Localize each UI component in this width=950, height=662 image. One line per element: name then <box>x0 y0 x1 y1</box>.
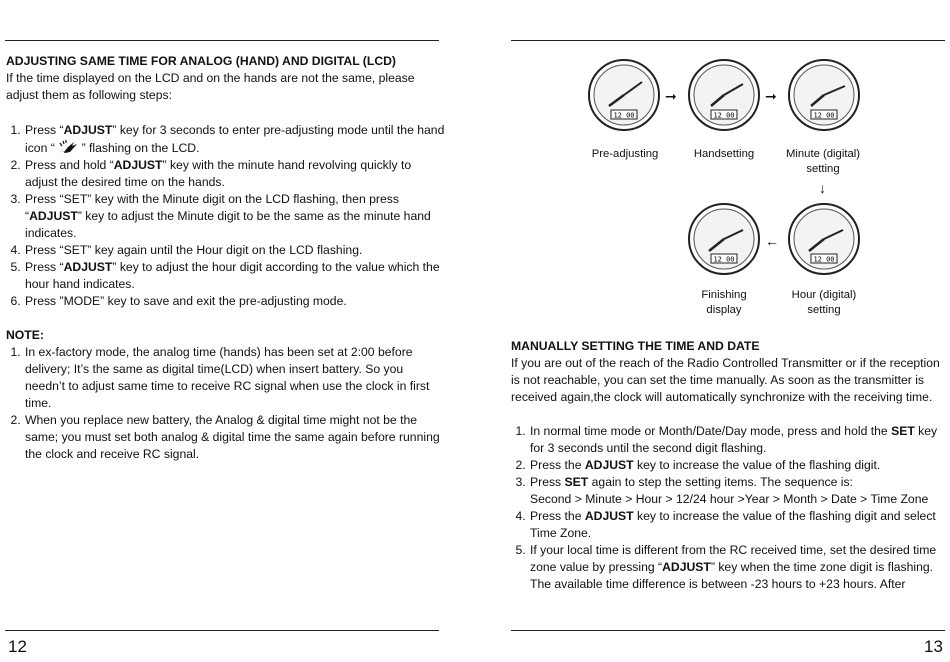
arrow-right-icon: ➞ <box>665 88 677 104</box>
arrow-right-icon: ➞ <box>765 88 777 104</box>
clock-finishing-display <box>687 202 761 276</box>
list-item: 1. In ex-factory mode, the analog time (hands) has been set at 2:00 before delivery; It’s the same as digital time(LCD) when insert battery. So you needn’t to adjust same time to receive RC signal when use the clock in first time. <box>24 344 446 412</box>
intro-paragraph: If you are out of the reach of the Radio Controlled Transmitter or if the reception is not reachable, you can set the time manually. As soon as the transmitter is received again,the clock will automatically synchronize with the receiving time. <box>511 356 940 404</box>
list-item: 6. Press ”MODE” key to save and exit the pre-adjusting mode. <box>24 293 446 310</box>
page-number: 12 <box>8 637 27 656</box>
steps-list <box>511 423 947 593</box>
top-rule <box>5 40 439 41</box>
list-item: 3. Press SET again to step the setting items. The sequence is: Second > Minute > Hour > 12/24 hour >Year > Month > Date > Time Zone <box>529 474 947 508</box>
section-heading: MANUALLY SETTING THE TIME AND DATE <box>511 339 760 353</box>
caption-handsetting: Handsetting <box>693 148 755 160</box>
intro-paragraph: If the time displayed on the LCD and on the hands are not the same, please adjust them as following steps: <box>6 71 415 102</box>
lcd-readout: 12 00 <box>713 255 735 264</box>
left-content <box>6 53 446 463</box>
arrow-left-icon: ← <box>765 233 779 249</box>
bottom-rule <box>5 630 439 631</box>
notes-list <box>6 344 446 463</box>
clock-hour-digital <box>787 202 861 276</box>
lcd-readout: 12 00 <box>813 255 835 264</box>
hand-icon <box>58 140 78 154</box>
top-rule <box>511 40 945 41</box>
page-number: 13 <box>924 637 943 656</box>
right-content <box>511 338 947 593</box>
caption-minute-digital: Minute (digital) setting <box>785 148 861 175</box>
list-item: 4. Press “SET” key again until the Hour digit on the LCD flashing. <box>24 242 446 259</box>
caption-hour-digital: Hour (digital) setting <box>791 289 857 316</box>
clock-pre-adjusting <box>587 58 661 132</box>
caption-finishing-display: Finishing display <box>701 289 747 316</box>
list-item: 2. Press and hold “ADJUST” key with the minute hand revolving quickly to adjust the desired time on the hands. <box>24 157 446 191</box>
arrow-down-icon: ↓ <box>819 180 826 196</box>
list-item: 2. Press the ADJUST key to increase the value of the flashing digit. <box>529 457 947 474</box>
caption-pre-adjusting: Pre-adjusting <box>591 148 659 160</box>
clock-handsetting <box>687 58 761 132</box>
list-item: 1. Press “ADJUST” key for 3 seconds to enter pre-adjusting mode until the hand icon “ ” flashing on the LCD. <box>24 121 446 157</box>
section-heading: ADJUSTING SAME TIME FOR ANALOG (HAND) AND DIGITAL (LCD) <box>6 54 396 68</box>
list-item: 4. Press the ADJUST key to increase the value of the flashing digit and select Time Zone. <box>529 508 947 542</box>
lcd-readout: 12 00 <box>813 111 835 120</box>
right-page <box>475 0 950 662</box>
list-item: 5. Press “ADJUST” key to adjust the hour digit according to the value which the hour hand indicates. <box>24 259 446 293</box>
clock-minute-digital <box>787 58 861 132</box>
bottom-rule <box>511 630 945 631</box>
lcd-readout: 12 00 <box>713 111 735 120</box>
note-heading: NOTE: <box>6 328 44 342</box>
list-item: 1. In normal time mode or Month/Date/Day mode, press and hold the SET key for 3 seconds until the second digit flashing. <box>529 423 947 457</box>
list-item: 5. If your local time is different from the RC received time, set the desired time zone value by pressing “ADJUST” key when the time zone digit is flashing. The available time difference is between -23 hours to +23 hours. After <box>529 542 947 593</box>
lcd-readout: 12 00 <box>613 111 635 120</box>
list-item: 3. Press “SET” key with the Minute digit on the LCD flashing, then press “ADJUST” key to adjust the Minute digit to be the same as the minute hand indicates. <box>24 191 446 242</box>
steps-list <box>6 121 446 310</box>
list-item: 2. When you replace new battery, the Analog & digital time might not be the same; you must set both analog & digital time the same again before running the clock and receive RC signal. <box>24 412 446 463</box>
